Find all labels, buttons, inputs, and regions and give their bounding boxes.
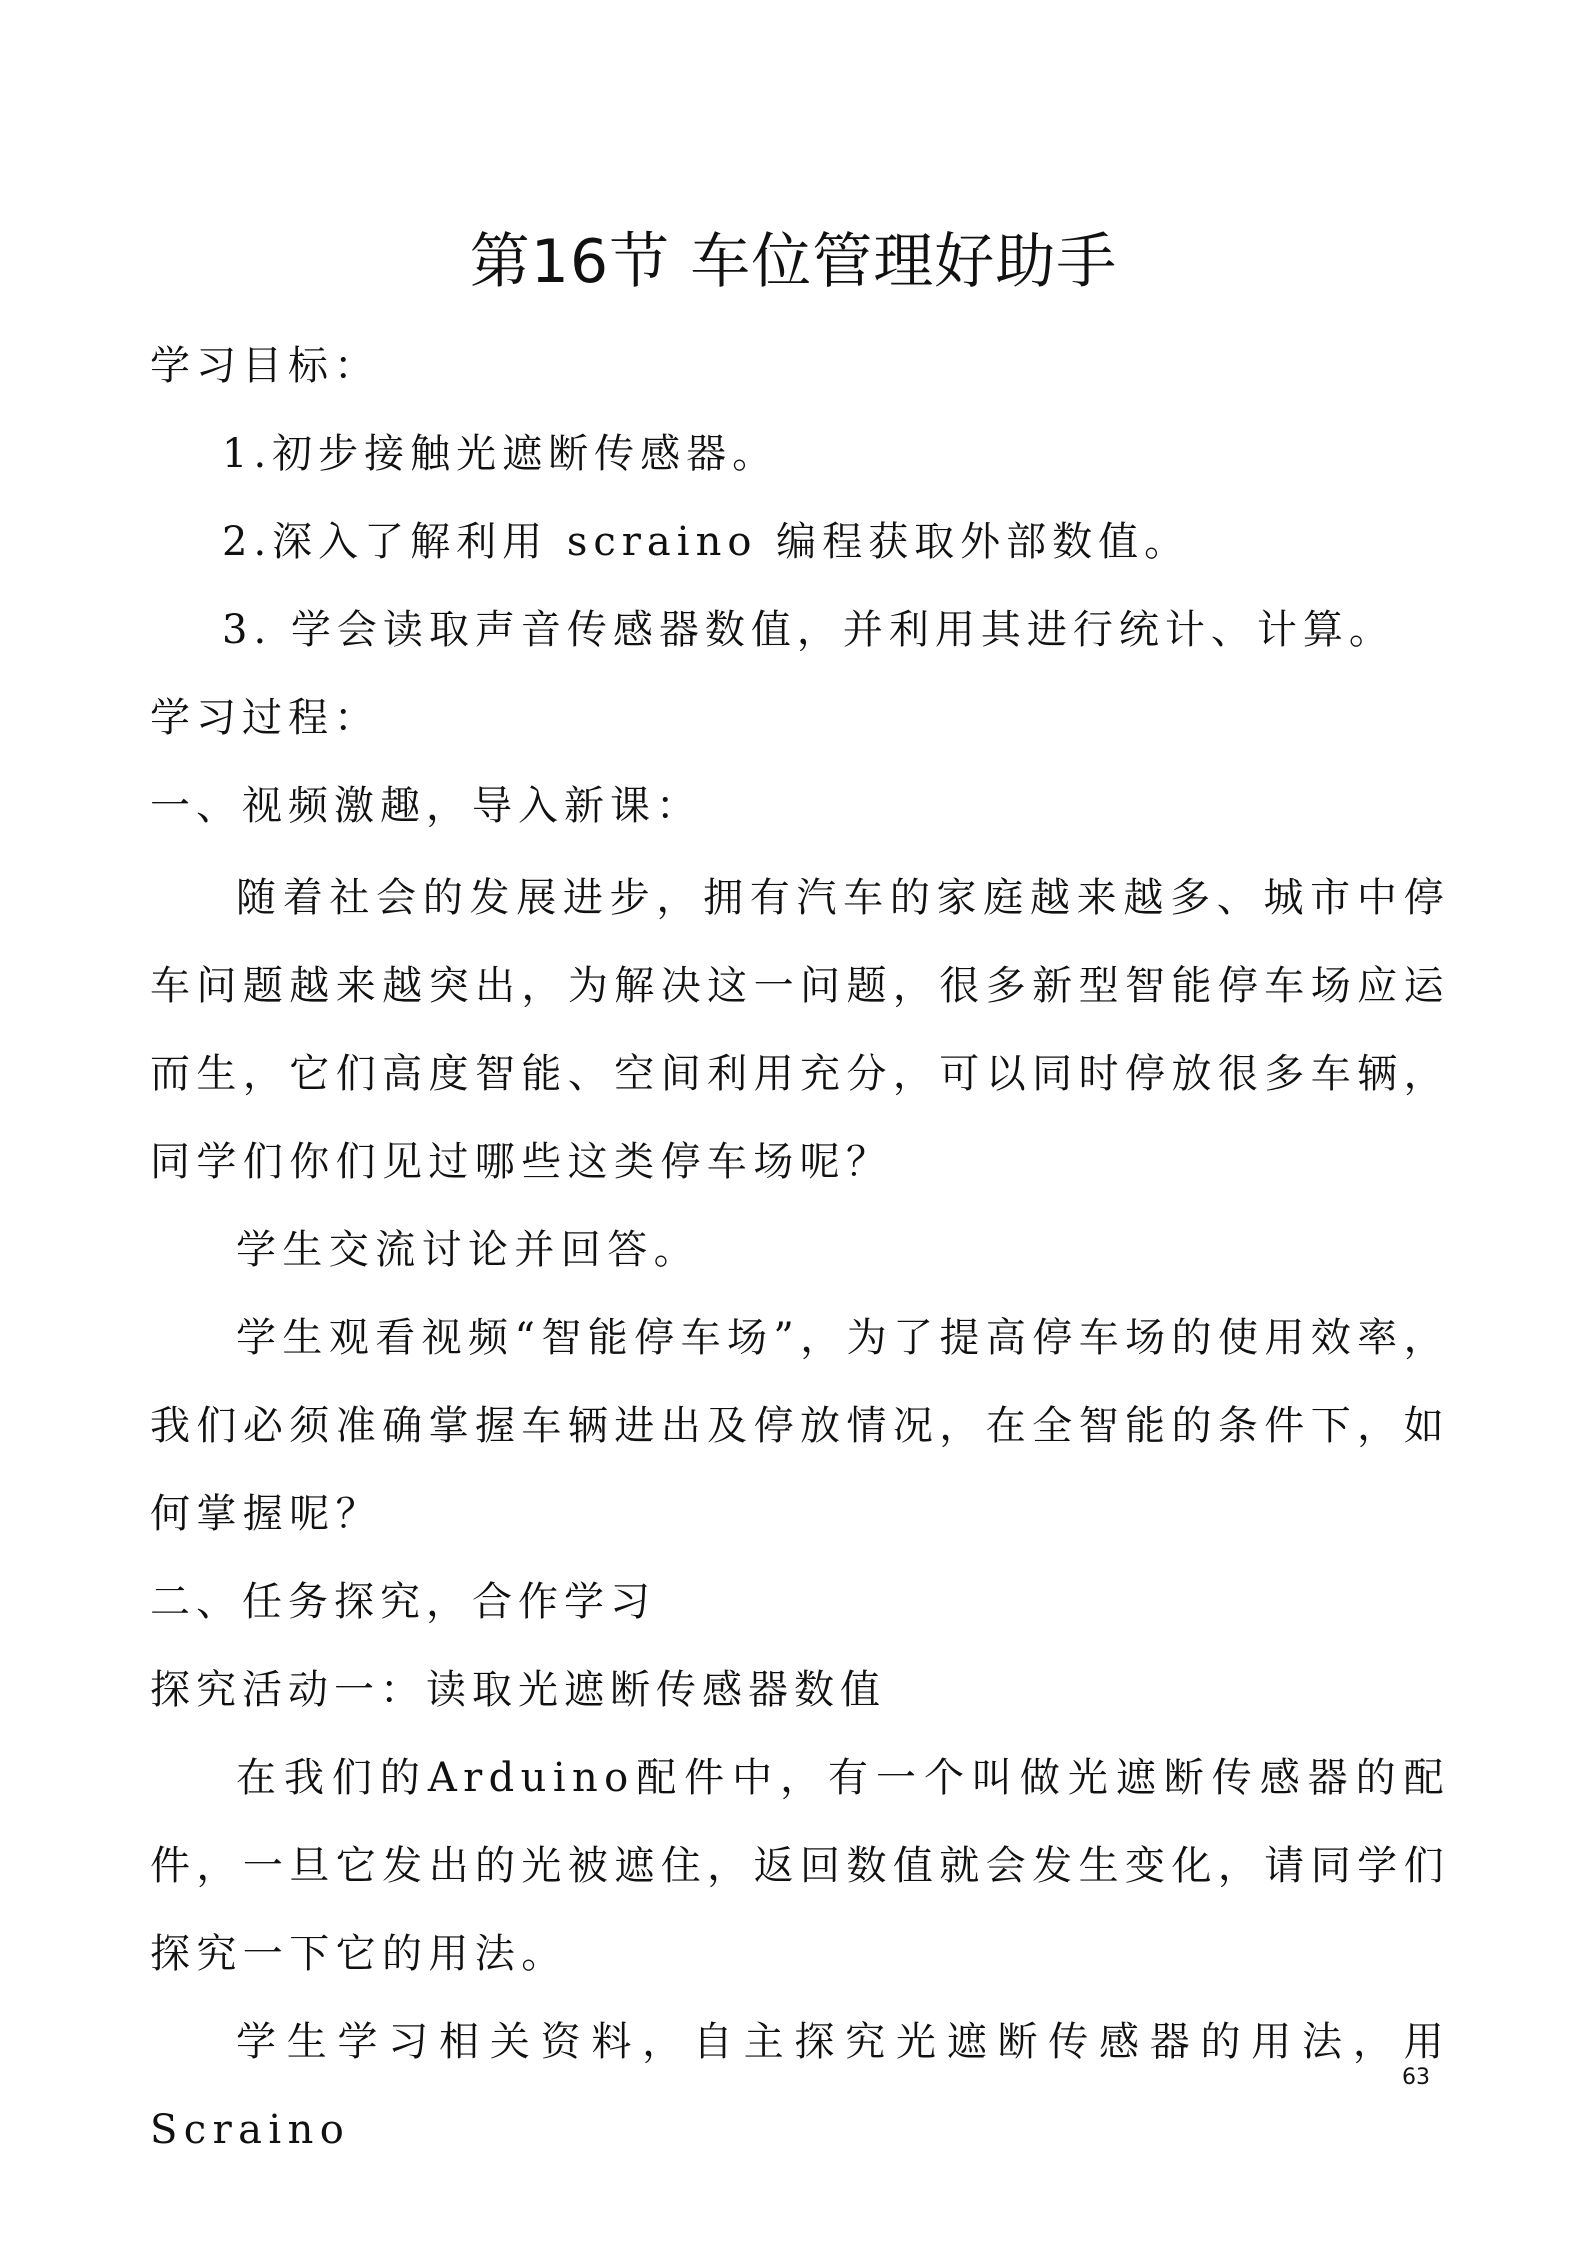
- section2-heading: 二、任务探究，合作学习: [150, 1579, 656, 1625]
- section2-paragraph: 学生学习相关资料，自主探究光遮断传感器的用法，用Scraino: [150, 2019, 1450, 2153]
- objective-item: 2.深入了解利用 scraino 编程获取外部数值。: [222, 519, 1191, 565]
- section1-paragraph: 学生交流讨论并回答。: [236, 1227, 700, 1273]
- objective-item: 1.初步接触光遮断传感器。: [222, 431, 779, 477]
- section1-paragraph: 学生观看视频“智能停车场”，为了提高停车场的使用效率，我们必须准确掌握车辆进出及停放情况，在全智能的条件下，如何掌握呢？: [150, 1315, 1450, 1537]
- page-number: 63: [1402, 2065, 1430, 2090]
- section1-paragraph: 随着社会的发展进步，拥有汽车的家庭越来越多、城市中停车问题越来越突出，为解决这一问题，很多新型智能停车场应运而生，它们高度智能、空间利用充分，可以同时停放很多车辆，同学们你们见过哪些这类停车场呢？: [150, 875, 1450, 1185]
- page-title: 第16节 车位管理好助手: [469, 227, 1118, 297]
- objective-item: 3. 学会读取声音传感器数值，并利用其进行统计、计算。: [222, 607, 1395, 653]
- activity1-heading: 探究活动一：读取光遮断传感器数值: [150, 1667, 886, 1713]
- process-heading: 学习过程：: [150, 695, 380, 741]
- section2-paragraph: 在我们的Arduino配件中，有一个叫做光遮断传感器的配件，一旦它发出的光被遮住，返回数值就会发生变化，请同学们探究一下它的用法。: [150, 1755, 1450, 1977]
- section1-heading: 一、视频激趣，导入新课：: [150, 783, 702, 829]
- objectives-heading: 学习目标：: [150, 343, 380, 389]
